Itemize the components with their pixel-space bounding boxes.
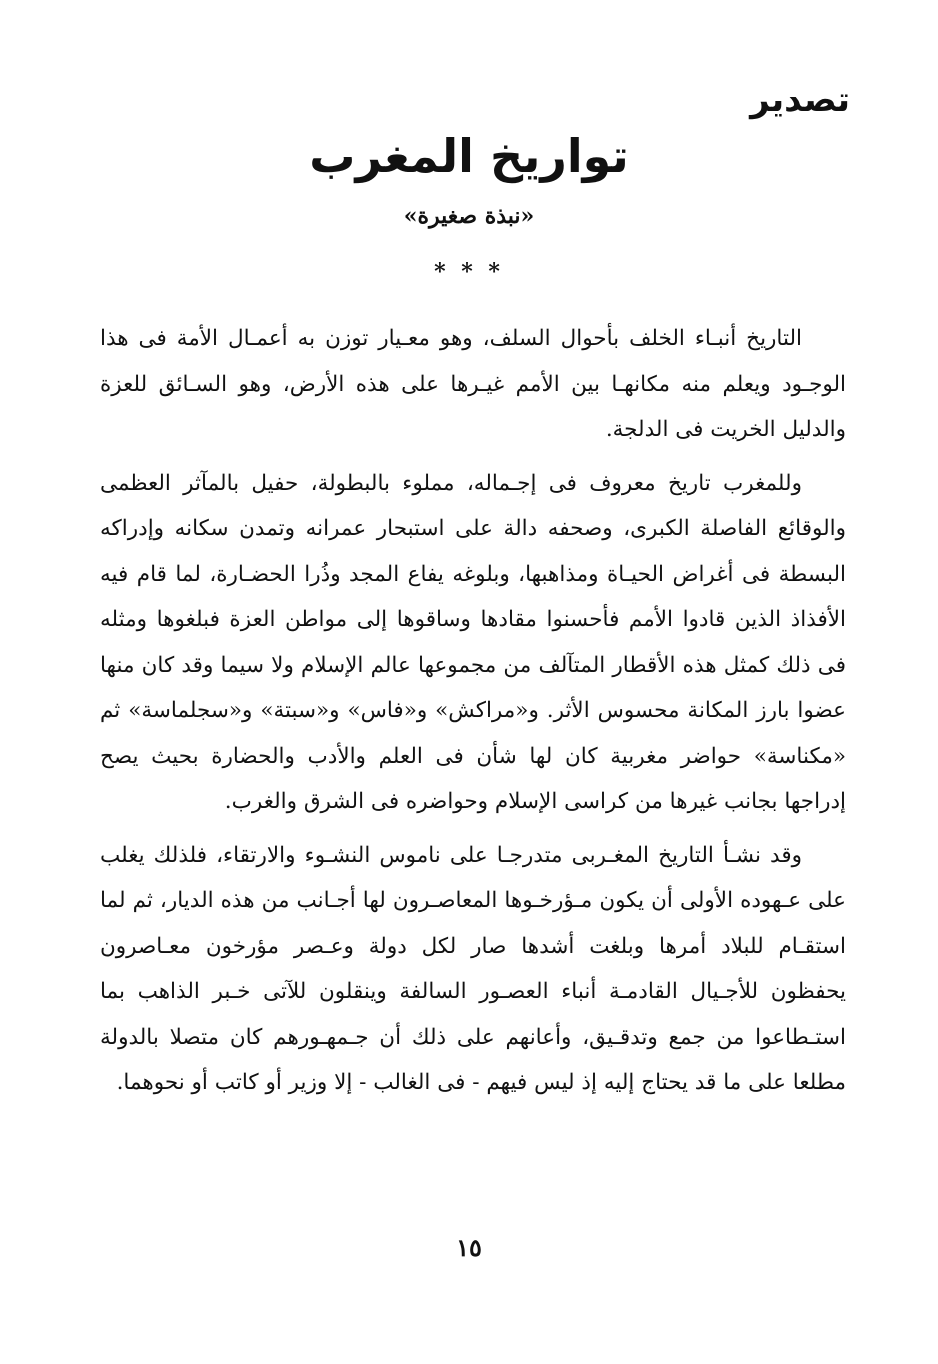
paragraph-3: وقد نشـأ التاريخ المغـربى متدرجـا على ناموس النشـوء والارتقاء، فلذلك يغلب على عـهوده الأولى أن يكون مـؤرخـوها المعاصـرون لها أجـانب من هذه الديار، ثم لما استقـام للبلاد أمرها وبلغت أشدها صار لكل دولة وعـصر مؤرخون معـاصرون يحفظون للأجـيال القادمـة أنباء العصـور السالفة وينقلون للآتى خـبر الذاهب بما استـطاعوا من جمع وتدقـيق، وأعانهم على ذلك أن جـمهـورهم كان متصلا بالدولة مطلعا على ما قد يحتاج إليه إذ ليس فيهم - فى الغالب - إلا وزير أو كاتب أو نحوهما. (100, 842, 846, 1095)
paragraph-1: التاريخ أنبـاء الخلف بأحوال السلف، وهو معـيار توزن به أعمـال الأمة فى هذا الوجـود ويعلم منه مكانهـا بين الأمم غيـرها على هذه الأرض، وهو السـائق للعزة والدليل الخريت فى الدلجة. (100, 326, 846, 442)
section-label: تصدير (750, 80, 850, 120)
asterisk-separator: * * * (434, 259, 504, 285)
paragraph-2: وللمغرب تاريخ معروف فى إجـماله، مملوء بالبطولة، حفيل بالمآثر العظمى والوقائع الفاصلة الكبرى، وصحفه دالة على استبحار عمرانه وتمدن سكانه وإدراكه البسطة فى أغراض الحيـاة ومذاهبها، وبلوغه يفاع المجد وذُرا الحضـارة، لما قام فيه الأفذاذ الذين قادوا الأمم فأحسنوا مقادها وساقوها إلى مواطن العزة فبلغوها ومثله فى ذلك كمثل هذه الأقطار المتآلف من مجموعها عالم الإسلام ولا سيما وقد كان منها عضوا بارز المكانة محسوس الأثر. و«مراكش» و«فاس» و«سبتة» و«سجلماسة» ثم «مكناسة» حواضر مغربية كان لها شأن فى العلم والأدب والحضارة بحيث يصح إدراجها بجانب غيرها من كراسى الإسلام وحواضره فى الشرق والغرب. (100, 470, 846, 814)
page-number: ١٥ (456, 1233, 482, 1262)
body-text (100, 316, 846, 1114)
subtitle: «نبذة صغيرة» (403, 203, 535, 229)
page-title: تواريخ المغرب (309, 129, 629, 183)
